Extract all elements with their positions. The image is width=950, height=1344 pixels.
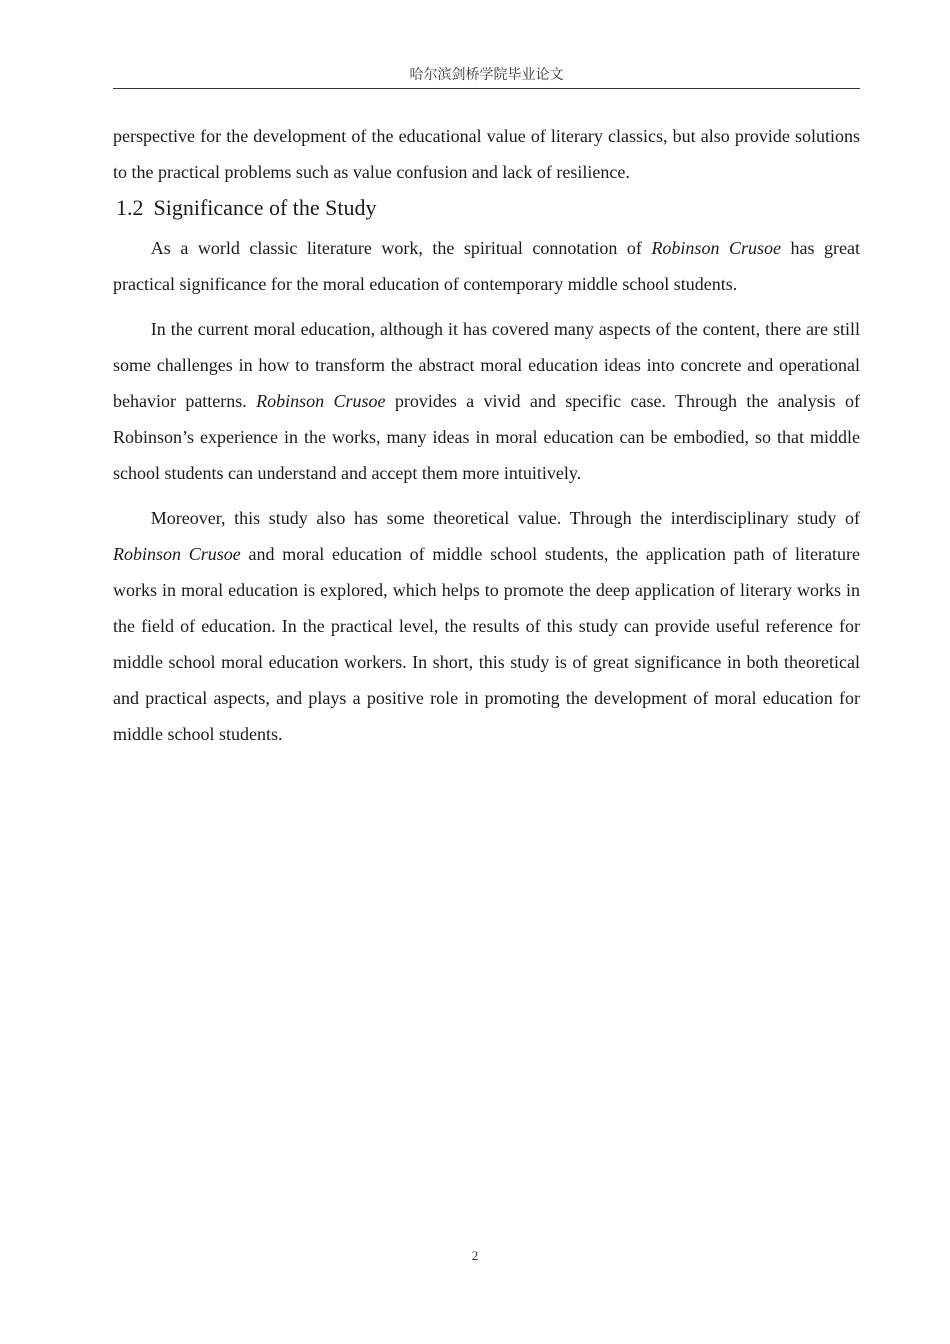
section-title: Significance of the Study: [153, 195, 377, 220]
continued-paragraph: perspective for the development of the educational value of literary classics, but also provide solutions to the practical problems such as value confusion and lack of resilience.: [113, 126, 860, 182]
paragraph-3-text-b: and moral education of middle school students, the application path of literature works in moral education is explored, which helps to promote the deep application of literary works in the field of education. In the practical level, the results of this study can provide useful reference for middle school moral education workers. In short, this study is of great significance in both theoretical and practical aspects, and plays a positive role in promoting the development of moral education for middle school students.: [113, 544, 860, 744]
paragraph-1: [113, 230, 860, 302]
paragraph-3: [113, 500, 860, 752]
book-title: Robinson Crusoe: [651, 238, 781, 258]
paragraph-1-text-b: has great practical significance for the moral education of contemporary middle school students.: [113, 238, 860, 294]
document-body: [113, 118, 860, 752]
book-title: Robinson Crusoe: [256, 391, 386, 411]
header-title: 哈尔滨剑桥学院毕业论文: [409, 67, 564, 83]
paragraph-2-text-b: provides a vivid and specific case. Through the analysis of Robinson’s experience in the works, many ideas in moral education can be embodied, so that middle school students can understand and accept them more intuitively.: [113, 391, 860, 483]
section-number: 1.2: [116, 195, 144, 220]
page-number: 2: [471, 1248, 479, 1263]
paragraph-2: [113, 311, 860, 491]
section-heading: [116, 192, 860, 224]
paragraph-2-text-a: In the current moral education, although it has covered many aspects of the content, there are still some challenges in how to transform the abstract moral education ideas into concrete and operational behavior patterns.: [113, 319, 860, 411]
paragraph-1-text-a: As a world classic literature work, the spiritual connotation of: [150, 238, 652, 258]
paragraph-3-text-a: Moreover, this study also has some theoretical value. Through the interdisciplinary study of: [150, 508, 860, 528]
page-header: [113, 64, 860, 89]
book-title: Robinson Crusoe: [113, 544, 241, 564]
